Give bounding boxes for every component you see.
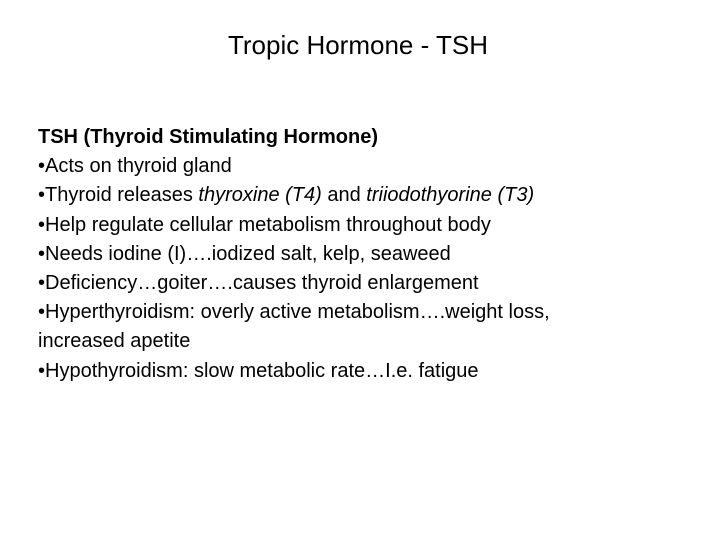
section-heading: TSH (Thyroid Stimulating Hormone) xyxy=(38,126,378,148)
bullet-acts xyxy=(38,152,678,181)
bullet-text: and xyxy=(321,184,367,207)
bullet-iodine xyxy=(38,240,678,269)
bullet-marker: • xyxy=(38,359,46,382)
bullet-marker: • xyxy=(38,213,46,236)
bullet-text: Acts on thyroid gland xyxy=(45,155,232,178)
bullet-marker: • xyxy=(38,155,46,178)
bullet-marker: • xyxy=(38,242,46,265)
slide-body xyxy=(38,123,678,386)
bullet-deficiency xyxy=(38,269,678,298)
bullet-hyperthyroidism xyxy=(38,298,678,327)
bullet-text: Hyperthyroidism: overly active metabolism….weight loss, xyxy=(45,301,550,324)
bullet-text: Needs iodine (I)….iodized salt, kelp, seaweed xyxy=(45,242,451,265)
bullet-text: Help regulate cellular metabolism throughout body xyxy=(45,213,491,236)
bullet-hyperthyroidism-continued: increased apetite xyxy=(38,330,191,353)
term-triiodothyronine: triiodothyorine (T3) xyxy=(366,184,535,207)
slide-title: Tropic Hormone - TSH xyxy=(227,30,489,60)
bullet-marker: • xyxy=(38,272,46,295)
bullet-regulate xyxy=(38,211,678,240)
bullet-text: Deficiency…goiter….causes thyroid enlargement xyxy=(45,272,479,295)
bullet-text: Hypothyroidism: slow metabolic rate…I.e. fatigue xyxy=(45,359,479,382)
bullet-text: Thyroid releases xyxy=(45,184,199,207)
bullet-marker: • xyxy=(38,184,46,207)
term-thyroxine: thyroxine (T4) xyxy=(198,184,322,207)
bullet-marker: • xyxy=(38,301,46,324)
bullet-releases xyxy=(38,181,678,210)
bullet-hypothyroidism xyxy=(38,357,678,386)
